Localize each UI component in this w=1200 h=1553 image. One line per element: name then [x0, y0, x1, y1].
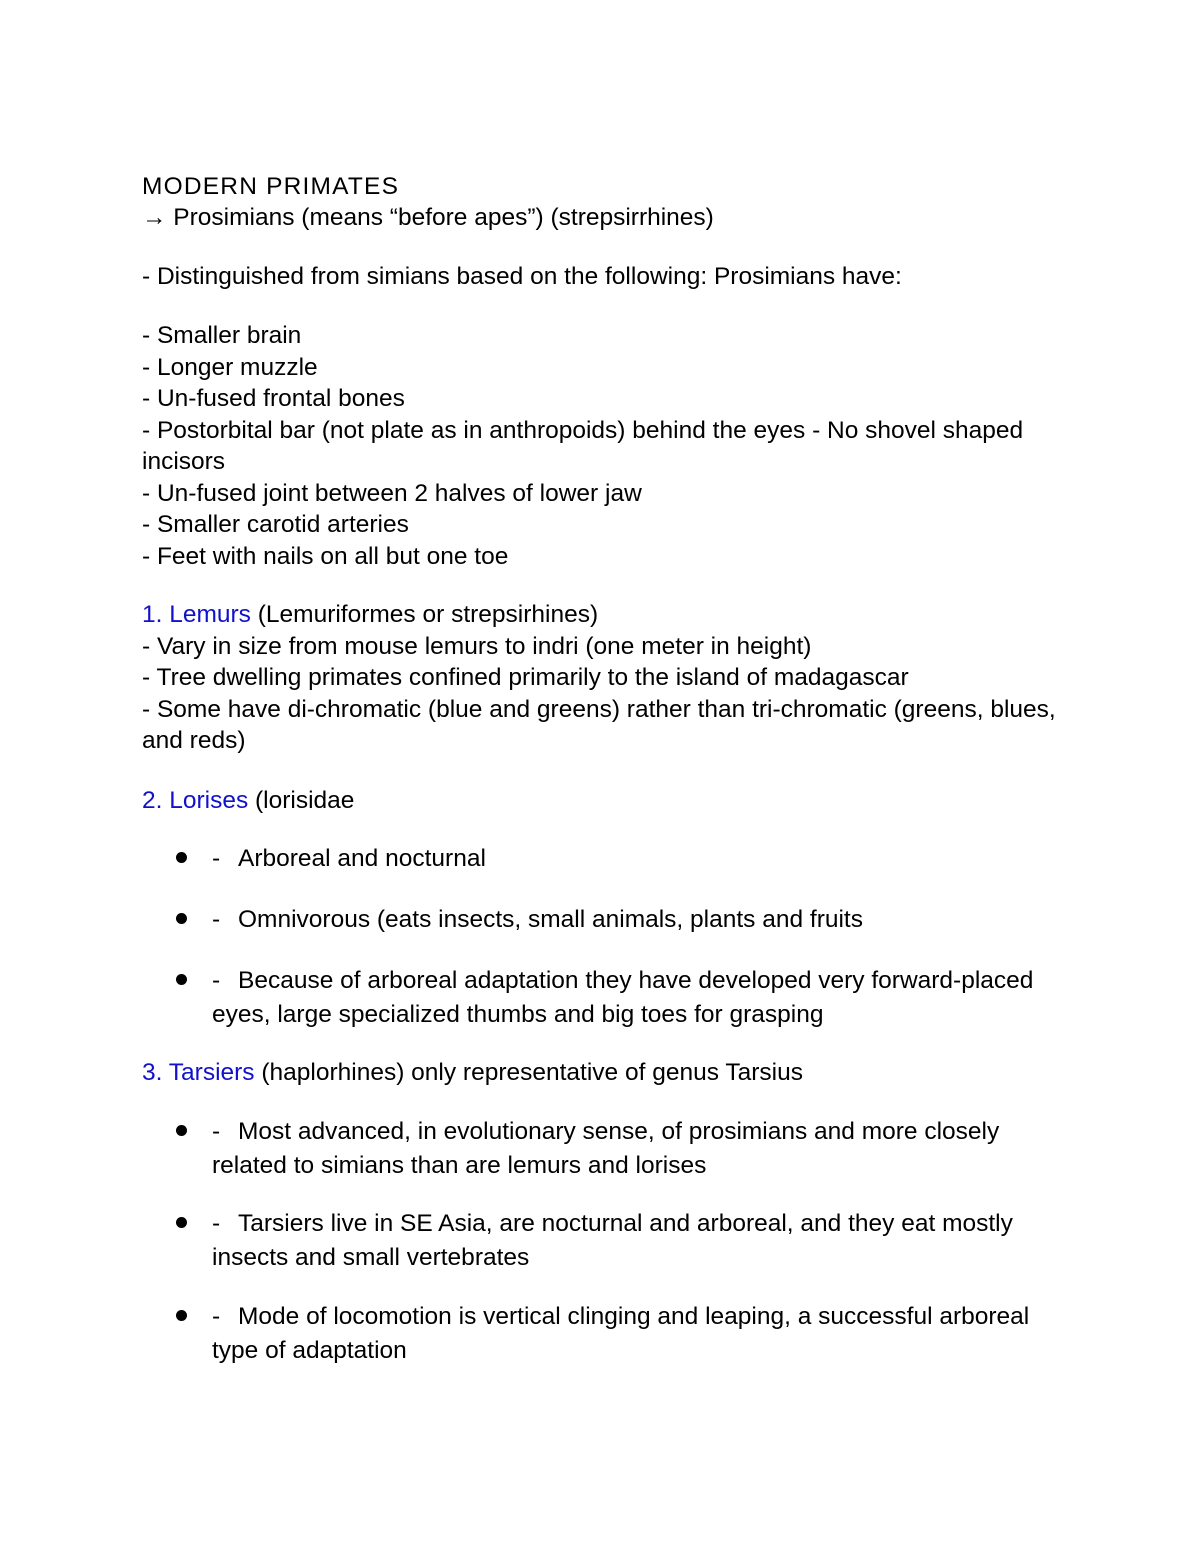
trait-item: - Smaller brain	[142, 322, 302, 349]
bullet-icon	[176, 913, 187, 924]
lorises-heading-link: 2. Lorises	[142, 787, 249, 814]
trait-item: - Un-fused frontal bones	[142, 385, 405, 412]
document-title: MODERN PRIMATES	[142, 173, 400, 200]
trait-item: - Smaller carotid arteries	[142, 511, 409, 538]
tarsiers-heading	[142, 1057, 1062, 1089]
bullet-dash: -	[212, 1303, 221, 1330]
subtitle-prosimians: → Prosimians (means “before apes”) (strepsirrhines)	[142, 204, 714, 231]
bullet-icon	[176, 1125, 187, 1136]
bullet-dash: -	[212, 1210, 221, 1237]
trait-item: - Un-fused joint between 2 halves of lower jaw	[142, 479, 642, 507]
bullet-text: Arboreal and nocturnal	[238, 845, 486, 872]
lemurs-section	[142, 599, 1062, 757]
bullet-text: Mode of locomotion is vertical clinging and leaping, a successful arboreal type of adaptation	[212, 1303, 1030, 1364]
bullet-text: Because of arboreal adaptation they have developed very forward-placed eyes, large specialized thumbs and big toes for grasping	[212, 967, 1034, 1028]
tarsiers-heading-link: 3. Tarsiers	[142, 1059, 255, 1086]
bullet-text: Omnivorous (eats insects, small animals, plants and fruits	[238, 906, 863, 933]
bullet-dash: -	[212, 845, 221, 872]
bullet-dash: -	[212, 1118, 221, 1145]
lemurs-heading-rest: (Lemuriformes or strepsirhines)	[250, 601, 599, 628]
trait-list	[142, 320, 1062, 572]
bullet-dash: -	[212, 906, 221, 933]
tarsiers-heading-rest: (haplorhines) only representative of genus Tarsius	[254, 1059, 803, 1086]
trait-item: - Postorbital bar (not plate as in anthropoids) behind the eyes - No shovel shaped incisors	[142, 416, 1024, 475]
lorises-heading-rest: (lorisidae	[248, 787, 355, 814]
lemurs-heading	[142, 599, 1062, 631]
trait-item: - Feet with nails on all but one toe	[142, 542, 509, 570]
bullet-dash: -	[212, 967, 221, 994]
bullet-icon	[176, 1310, 187, 1321]
bullet-icon	[176, 974, 187, 985]
bullet-text: Tarsiers live in SE Asia, are nocturnal and arboreal, and they eat mostly insects and small vertebrates	[212, 1210, 1013, 1271]
lemurs-line: - Some have di-chromatic (blue and greens) rather than tri-chromatic (greens, blues, and reds)	[142, 695, 1056, 754]
trait-item: - Longer muzzle	[142, 353, 318, 381]
lorises-heading	[142, 785, 1062, 817]
lemurs-line: - Tree dwelling primates confined primarily to the island of madagascar	[142, 664, 909, 691]
lemurs-line: - Vary in size from mouse lemurs to indri (one meter in height)	[142, 632, 812, 660]
intro-paragraph: - Distinguished from simians based on the following: Prosimians have:	[142, 263, 902, 290]
bullet-icon	[176, 1217, 187, 1228]
bullet-icon	[176, 852, 187, 863]
lemurs-heading-link: 1. Lemurs	[142, 601, 251, 628]
bullet-text: Most advanced, in evolutionary sense, of prosimians and more closely related to simians than are lemurs and lorises	[212, 1118, 1000, 1179]
